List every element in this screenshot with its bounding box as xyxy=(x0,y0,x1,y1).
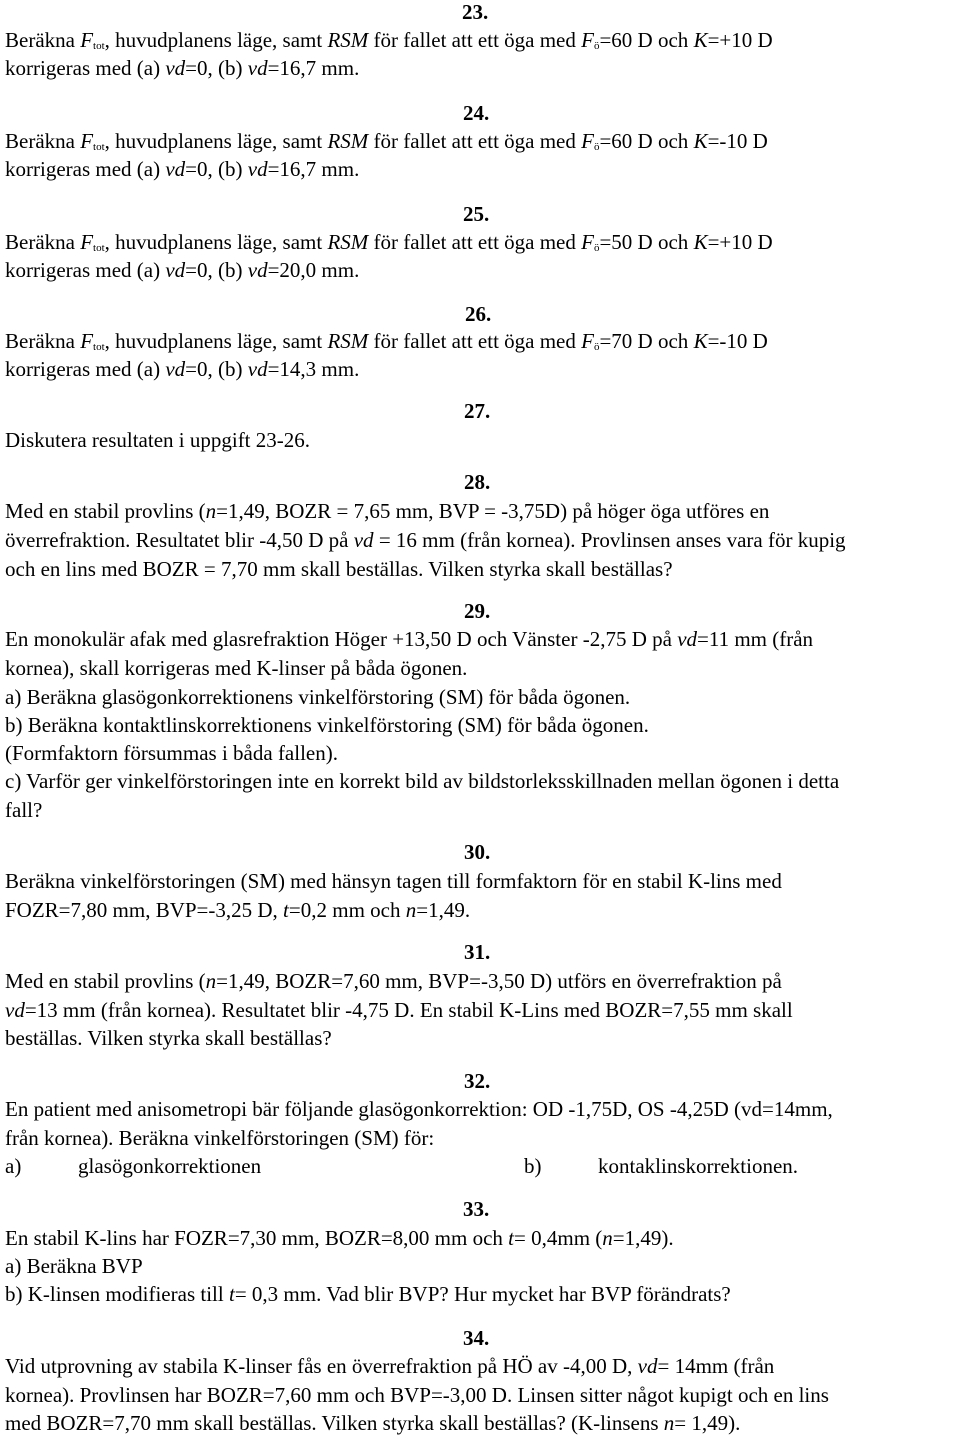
problem-text-line: Beräkna $F_{tot}$, huvudplanens läge, samt RSM för fallet att ett öga med $F_ö=70$ D och K=-10 D xyxy=(5,329,768,353)
problem-text-line: En patient med anisometropi bär följande glasögonkorrektion: OD -1,75D, OS -4,25D (vd=14mm, xyxy=(5,1097,833,1121)
problem-text-line: korrigeras med (a) vd=0, (b) vd=20,0 mm. xyxy=(5,258,360,282)
problem-text-line: vd=13 mm (från kornea). Resultatet blir -4,75 D. En stabil K-Lins med BOZR=7,55 mm skall xyxy=(5,998,793,1022)
problem-text-line: b) Beräkna kontaktlinskorrektionens vinkelförstoring (SM) för båda ögonen. xyxy=(5,713,649,737)
problem-number: 26. xyxy=(465,302,492,326)
problem-text-line: Diskutera resultaten i uppgift 23-26. xyxy=(5,428,311,452)
problem-number: 30. xyxy=(464,840,491,864)
problem-number: 33. xyxy=(463,1197,490,1221)
problem-text-line: fall? xyxy=(5,798,43,822)
problem-text-line: överrefraktion. Resultatet blir -4,50 D på vd = 16 mm (från kornea). Provlinsen anses vara för kupig xyxy=(5,528,846,552)
problem-text-line: korrigeras med (a) vd=0, (b) vd=16,7 mm. xyxy=(5,157,360,181)
problem-number: 25. xyxy=(463,202,490,226)
problem-text-line: Beräkna $F_{tot}$, huvudplanens läge, samt RSM för fallet att ett öga med $F_ö=60$ D och K=-10 D xyxy=(5,129,768,153)
problem-number: 28. xyxy=(464,470,491,494)
problem-text-line: c) Varför ger vinkelförstoringen inte en korrekt bild av bildstorleksskillnaden mellan ögonen i detta xyxy=(5,769,840,793)
sub-question-a-label: a) xyxy=(5,1154,22,1178)
problem-text-line: från kornea). Beräkna vinkelförstoringen (SM) för: xyxy=(5,1126,435,1150)
problem-text-line: Beräkna $F_{tot}$, huvudplanens läge, samt RSM för fallet att ett öga med $F_ö=60$ D och K=+10 D xyxy=(5,28,773,52)
problem-text-line: Beräkna $F_{tot}$, huvudplanens läge, samt RSM för fallet att ett öga med $F_ö=50$ D och K=+10 D xyxy=(5,230,773,254)
problem-number: 24. xyxy=(463,101,490,125)
sub-question-b-text: kontaklinskorrektionen. xyxy=(598,1154,799,1178)
problem-text-line: kornea). Provlinsen har BOZR=7,60 mm och BVP=-3,00 D. Linsen sitter något kupigt och en lins xyxy=(5,1383,829,1407)
problem-text-line: med BOZR=7,70 mm skall beställas. Vilken styrka skall beställas? (K-linsens n= 1,49). xyxy=(5,1411,741,1435)
problem-text-line: (Formfaktorn försummas i båda fallen). xyxy=(5,741,338,765)
problem-number: 31. xyxy=(464,940,491,964)
problem-text-line: korrigeras med (a) vd=0, (b) vd=16,7 mm. xyxy=(5,56,360,80)
sub-question-b-label: b) xyxy=(524,1154,542,1178)
sub-question-a-text: glasögonkorrektionen xyxy=(78,1154,262,1178)
problem-text-line: Med en stabil provlins (n=1,49, BOZR=7,60 mm, BVP=-3,50 D) utförs en överrefraktion på xyxy=(5,969,782,993)
problem-text-line: En monokulär afak med glasrefraktion Höger +13,50 D och Vänster -2,75 D på vd=11 mm (från xyxy=(5,627,814,651)
problem-number: 32. xyxy=(464,1069,491,1093)
problem-number: 29. xyxy=(464,599,491,623)
problem-text-line: korrigeras med (a) vd=0, (b) vd=14,3 mm. xyxy=(5,357,360,381)
problem-text-line: kornea), skall korrigeras med K-linser på båda ögonen. xyxy=(5,656,468,680)
problem-text-line: b) K-linsen modifieras till t= 0,3 mm. Vad blir BVP? Hur mycket har BVP förändrats? xyxy=(5,1282,731,1306)
problem-number: 34. xyxy=(463,1326,490,1350)
problem-text-line: och en lins med BOZR = 7,70 mm skall beställas. Vilken styrka skall beställas? xyxy=(5,557,673,581)
problem-number: 23. xyxy=(462,0,489,24)
problem-text-line: Beräkna vinkelförstoringen (SM) med hänsyn tagen till formfaktorn för en stabil K-lins med xyxy=(5,869,782,893)
problem-text-line: En stabil K-lins har FOZR=7,30 mm, BOZR=8,00 mm och t= 0,4mm (n=1,49). xyxy=(5,1226,674,1250)
problem-text-line: Med en stabil provlins (n=1,49, BOZR = 7,65 mm, BVP = -3,75D) på höger öga utföres en xyxy=(5,499,770,523)
problem-text-line: a) Beräkna BVP xyxy=(5,1254,143,1278)
problem-text-line: a) Beräkna glasögonkorrektionens vinkelförstoring (SM) för båda ögonen. xyxy=(5,685,631,709)
problem-number: 27. xyxy=(464,399,491,423)
problem-text-line: Vid utprovning av stabila K-linser fås en överrefraktion på HÖ av -4,00 D, vd= 14mm (från xyxy=(5,1354,775,1378)
problem-text-line: FOZR=7,80 mm, BVP=-3,25 D, t=0,2 mm och n=1,49. xyxy=(5,898,471,922)
problem-text-line: beställas. Vilken styrka skall beställas? xyxy=(5,1026,332,1050)
